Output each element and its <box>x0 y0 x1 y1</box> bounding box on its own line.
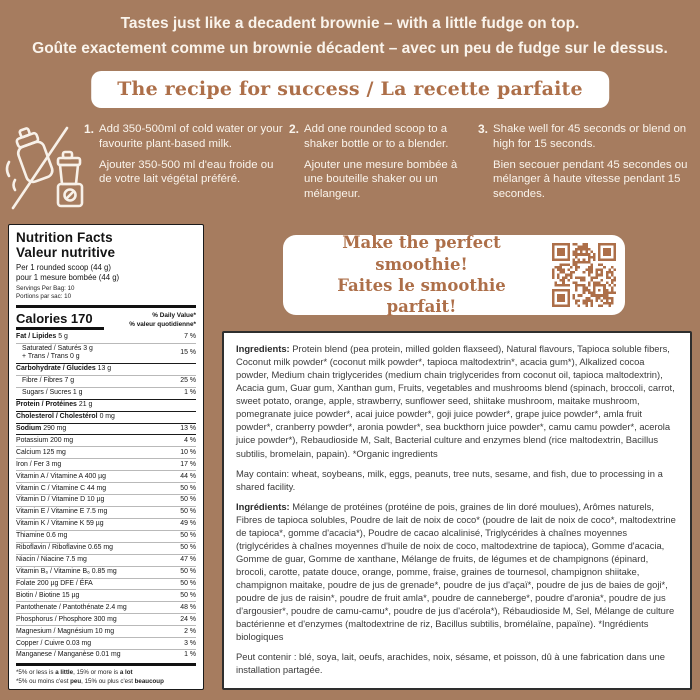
ingredients-en <box>236 342 678 460</box>
nutrient-row <box>16 343 196 363</box>
nutrient-row <box>16 518 196 530</box>
nutrient-label: Vitamin C / Vitamine C 44 mg <box>16 484 107 492</box>
nutrient-label: Manganese / Manganèse 0.01 mg <box>16 651 121 659</box>
servings-per-bag-en: Servings Per Bag: 10 <box>16 284 75 292</box>
may-contain-fr: Peut contenir : blé, soya, lait, oeufs, arachides, noix, sésame, et poisson, dû à une fabrication dans une installation partagée. <box>236 651 665 676</box>
ingredients-panel <box>222 331 692 690</box>
nutrient-daily-value: 50 % <box>180 544 196 552</box>
nutrient-daily-value: 15 % <box>180 349 196 357</box>
step-3-text-en: Shake well for 45 seconds or blend on high for 15 seconds. <box>493 123 687 150</box>
recipe-banner-title: The recipe for success / La recette parfaite <box>117 78 583 100</box>
daily-value-header-fr: % valeur quotidienne* <box>129 321 196 329</box>
ingredients-text-en: Protein blend (pea protein, milled golden flaxseed), Natural flavours, Tapioca soluble fibers, Coconut milk powder* (coconut milk powder*, tapioca maltodextrin*, acacia gum*), Alkalized cocoa powder, Medium chain triglycerides (medium chain triglycerides from coconut oil, tapioca maltodextrin), Acacia gum, Guar gum, Xanthan gum, Fruits, vegetables and mushrooms blend (spinach, broccoli, carrot, sweet potato, orange, apple, strawberry, sunflower seed, shiitake mushroom, maitake mushroom, pomegranate juice powder*, acai juice powder*, goji juice powder*, grape juice powder*, amla fruit powder*, cranberry powder*, aronia powder*, sea buckthorn juice powder*, camu camu powder*, acerola juice powder*), Rebaudioside M, Salt, Bacterial culture and enzymes blend (rice maltodextrin, Bacillus subtilis, bromelain, papain). *Organic ingredients <box>236 343 675 459</box>
footnote-en: , 15% or more is <box>73 669 120 676</box>
smoothie-line-en: Make the perfect smoothie! <box>342 233 501 274</box>
nutrient-label: Copper / Cuivre 0.03 mg <box>16 639 92 647</box>
nutrient-label: Vitamin D / Vitamine D 10 µg <box>16 496 105 504</box>
nutrition-footnote <box>16 663 196 687</box>
nutrient-label: 21 g <box>78 401 93 409</box>
nutrient-row <box>16 434 196 446</box>
step-1 <box>84 122 288 187</box>
nutrient-row <box>16 458 196 470</box>
nutrient-daily-value: 2 % <box>184 627 196 635</box>
step-2-number: 2. <box>289 122 300 136</box>
calories-value: Calories 170 <box>16 310 93 326</box>
nutrient-daily-value: 44 % <box>180 472 196 480</box>
smoothie-callout <box>283 235 625 315</box>
nutrient-label: Riboflavin / Riboflavine 0.65 mg <box>16 544 113 552</box>
nutrient-label: Magnesium / Magnésium 10 mg <box>16 627 115 635</box>
nutrient-row <box>16 589 196 601</box>
nutrient-label-bold: Sodium <box>16 424 42 432</box>
nutrient-label: Pantothenate / Pantothénate 2.4 mg <box>16 603 127 611</box>
nutrient-row <box>16 375 196 387</box>
nutrient-label: Fibre / Fibres 7 g <box>22 377 75 385</box>
nutrient-row <box>16 506 196 518</box>
nutrient-label: Potassium 200 mg <box>16 436 74 444</box>
footnote-fr: , 15% ou plus c'est <box>81 677 135 685</box>
nutrient-row <box>16 399 196 411</box>
nutrient-label: Folate 200 µg DFE / ÉFA <box>16 579 93 587</box>
nutrient-label: Vitamin A / Vitamine A 400 µg <box>16 472 106 480</box>
nutrient-label: Sugars / Sucres 1 g <box>22 389 83 397</box>
nutrient-row <box>16 554 196 566</box>
step-1-number: 1. <box>84 122 95 136</box>
footnote-en-bold: a little <box>55 669 74 676</box>
nutrient-row <box>16 482 196 494</box>
nutrient-label: 290 mg <box>43 424 67 432</box>
nutrient-row <box>16 423 196 435</box>
nutrient-label: Calcium 125 mg <box>16 448 66 456</box>
nutrient-daily-value: 49 % <box>180 520 196 528</box>
may-contain-en: May contain: wheat, soybeans, milk, eggs, peanuts, tree nuts, sesame, and fish, due to processing in a shared facility. <box>236 467 663 492</box>
nutrient-daily-value: 50 % <box>180 532 196 540</box>
footnote-en-bold: a lot <box>119 669 133 676</box>
nutrient-row <box>16 625 196 637</box>
nutrient-row <box>16 494 196 506</box>
nutrient-row <box>16 446 196 458</box>
nutrient-daily-value: 17 % <box>180 460 196 468</box>
nutrient-label: Vitamin K / Vitamine K 59 µg <box>16 520 104 528</box>
nutrient-label: Biotin / Biotine 15 µg <box>16 591 80 599</box>
qr-code <box>552 243 616 307</box>
nutrient-row <box>16 578 196 590</box>
nutrient-row <box>16 363 196 375</box>
nutrient-daily-value: 1 % <box>184 389 196 397</box>
nutrient-row <box>16 566 196 578</box>
nutrient-row <box>16 542 196 554</box>
step-1-text-en: Add 350-500ml of cold water or your favourite plant-based milk. <box>99 123 283 150</box>
nutrient-row <box>16 387 196 399</box>
nutrient-daily-value: 50 % <box>180 591 196 599</box>
step-3-number: 3. <box>478 122 489 136</box>
nutrient-daily-value: 24 % <box>180 615 196 623</box>
nutrition-title-fr: Valeur nutritive <box>16 244 116 260</box>
footnote-fr-bold: peu <box>70 677 82 685</box>
recipe-banner <box>91 71 609 108</box>
nutrition-title-en: Nutrition Facts <box>16 230 113 245</box>
step-3-text-fr: Bien secouer pendant 45 secondes ou mélanger à haute vitesse pendant 15 secondes. <box>493 158 688 201</box>
smoothie-line-fr: Faites le smoothie parfait! <box>337 276 506 317</box>
ingredients-text-fr: Mélange de protéines (protéine de pois, graines de lin doré moulues), Arômes naturels, Fibres de tapioca solubles, Poudre de lait de noix de coco* (poudre de lait de noix de coco*, maltodextrine de tapioca*, gomme d'acacia*), Poudre de cacao alcalinisé, Triglycérides à chaînes moyennes (triglycérides à chaînes moyennes d'huile de noix de coco, maltodextrine de tapioca), Gomme d'acacia, Gomme de guar, Gomme de xanthane, Mélange de fruits, de légumes et de champignons (épinard, brocoli, carotte, patate douce, orange, pomme, fraise, graines de tournesol, champignon shiitake, champignon maitake, poudre de jus de grenade*, poudre de jus d'açaï*, poudre de jus de baies de goji*, poudre de jus de raisin*, poudre de fruit amla*, poudre de canneberge*, poudre d'aronia*, poudre de jus d'argousier*, poudre de camu-camu*, poudre de jus d'acérola*), Rébaudioside M, Sel, Mélange de culture bactérienne et d'enzymes (maltodextrine de riz, Bacillus subtilis, bromélaïne, papaïne). *Ingrédients biologiques <box>236 500 676 643</box>
nutrient-daily-value: 50 % <box>180 579 196 587</box>
nutrient-row <box>16 649 196 661</box>
ingredients-label-en: Ingredients: <box>236 343 290 354</box>
footnote-en: *5% or less is <box>16 669 56 676</box>
footnote-fr-bold: beaucoup <box>134 677 164 685</box>
nutrient-label-bold: Fat / Lipides <box>16 333 57 341</box>
nutrient-daily-value: 50 % <box>180 568 196 576</box>
nutrient-label: Saturated / Saturés 3 g <box>22 345 93 353</box>
step-2-text-fr: Ajouter une mesure bombée à une bouteille shaker ou un mélangeur. <box>304 158 458 201</box>
nutrient-row <box>16 470 196 482</box>
nutrient-label: Niacin / Niacine 7.5 mg <box>16 556 87 564</box>
nutrient-daily-value: 47 % <box>180 556 196 564</box>
nutrient-daily-value: 48 % <box>180 603 196 611</box>
nutrient-label: Iron / Fer 3 mg <box>16 460 62 468</box>
ingredients-fr <box>236 500 678 644</box>
nutrient-label: 5 g <box>58 333 68 341</box>
nutrient-label: Thiamine 0.6 mg <box>16 532 68 540</box>
divider <box>16 327 104 330</box>
ingredients-label-fr: Ingrédients: <box>236 500 290 512</box>
nutrient-daily-value: 50 % <box>180 484 196 492</box>
tagline-en: Tastes just like a decadent brownie – with a little fudge on top. <box>120 15 580 32</box>
step-2-text-en: Add one rounded scoop to a shaker bottle or to a blender. <box>304 123 449 150</box>
nutrient-daily-value: 25 % <box>180 377 196 385</box>
daily-value-header-en: % Daily Value* <box>152 311 196 319</box>
step-3 <box>478 122 692 202</box>
nutrient-row <box>16 530 196 542</box>
nutrient-daily-value: 50 % <box>180 496 196 504</box>
nutrition-facts-panel <box>8 224 204 690</box>
nutrient-daily-value: 4 % <box>184 436 196 444</box>
nutrient-daily-value: 50 % <box>180 508 196 516</box>
tagline-fr: Goûte exactement comme un brownie décadent – avec un peu de fudge sur le dessus. <box>32 40 668 58</box>
nutrient-label-bold: Cholesterol / Cholestérol <box>16 413 98 421</box>
nutrient-daily-value: 3 % <box>184 639 196 647</box>
tagline <box>0 11 700 61</box>
nutrient-label-bold: Carbohydrate / Glucides <box>16 365 96 373</box>
nutrient-row <box>16 601 196 613</box>
nutrient-label: 0 mg <box>99 413 115 421</box>
step-1-text-fr: Ajouter 350-500 ml d'eau froide ou de votre lait végétal préféré. <box>99 158 274 186</box>
nutrient-daily-value: 7 % <box>184 333 196 341</box>
divider <box>16 305 196 308</box>
nutrient-label: 13 g <box>97 365 112 373</box>
nutrient-daily-value: 10 % <box>180 448 196 456</box>
nutrient-daily-value: 1 % <box>184 651 196 659</box>
nutrient-label: Vitamin E / Vitamine E 7.5 mg <box>16 508 108 516</box>
serving-size-fr: pour 1 mesure bombée (44 g) <box>16 272 120 282</box>
nutrient-row <box>16 613 196 625</box>
servings-per-bag-fr: Portions par sac: 10 <box>16 292 72 300</box>
step-2 <box>289 122 479 202</box>
nutrient-label: Phosphorus / Phosphore 300 mg <box>16 615 117 623</box>
footnote-fr: *5% ou moins c'est <box>16 677 71 685</box>
nutrient-row <box>16 332 196 343</box>
nutrient-row <box>16 411 196 423</box>
nutrient-label: Vitamin B₆ / Vitamine B₆ 0.85 mg <box>16 568 117 576</box>
nutrient-row <box>16 637 196 649</box>
nutrient-label-bold: Protein / Protéines <box>16 401 77 409</box>
nutrient-label-line2: + Trans / Trans 0 g <box>22 353 80 361</box>
nutrition-rows <box>16 332 196 661</box>
nutrient-daily-value: 13 % <box>180 424 196 432</box>
serving-size-en: Per 1 rounded scoop (44 g) <box>16 263 111 273</box>
